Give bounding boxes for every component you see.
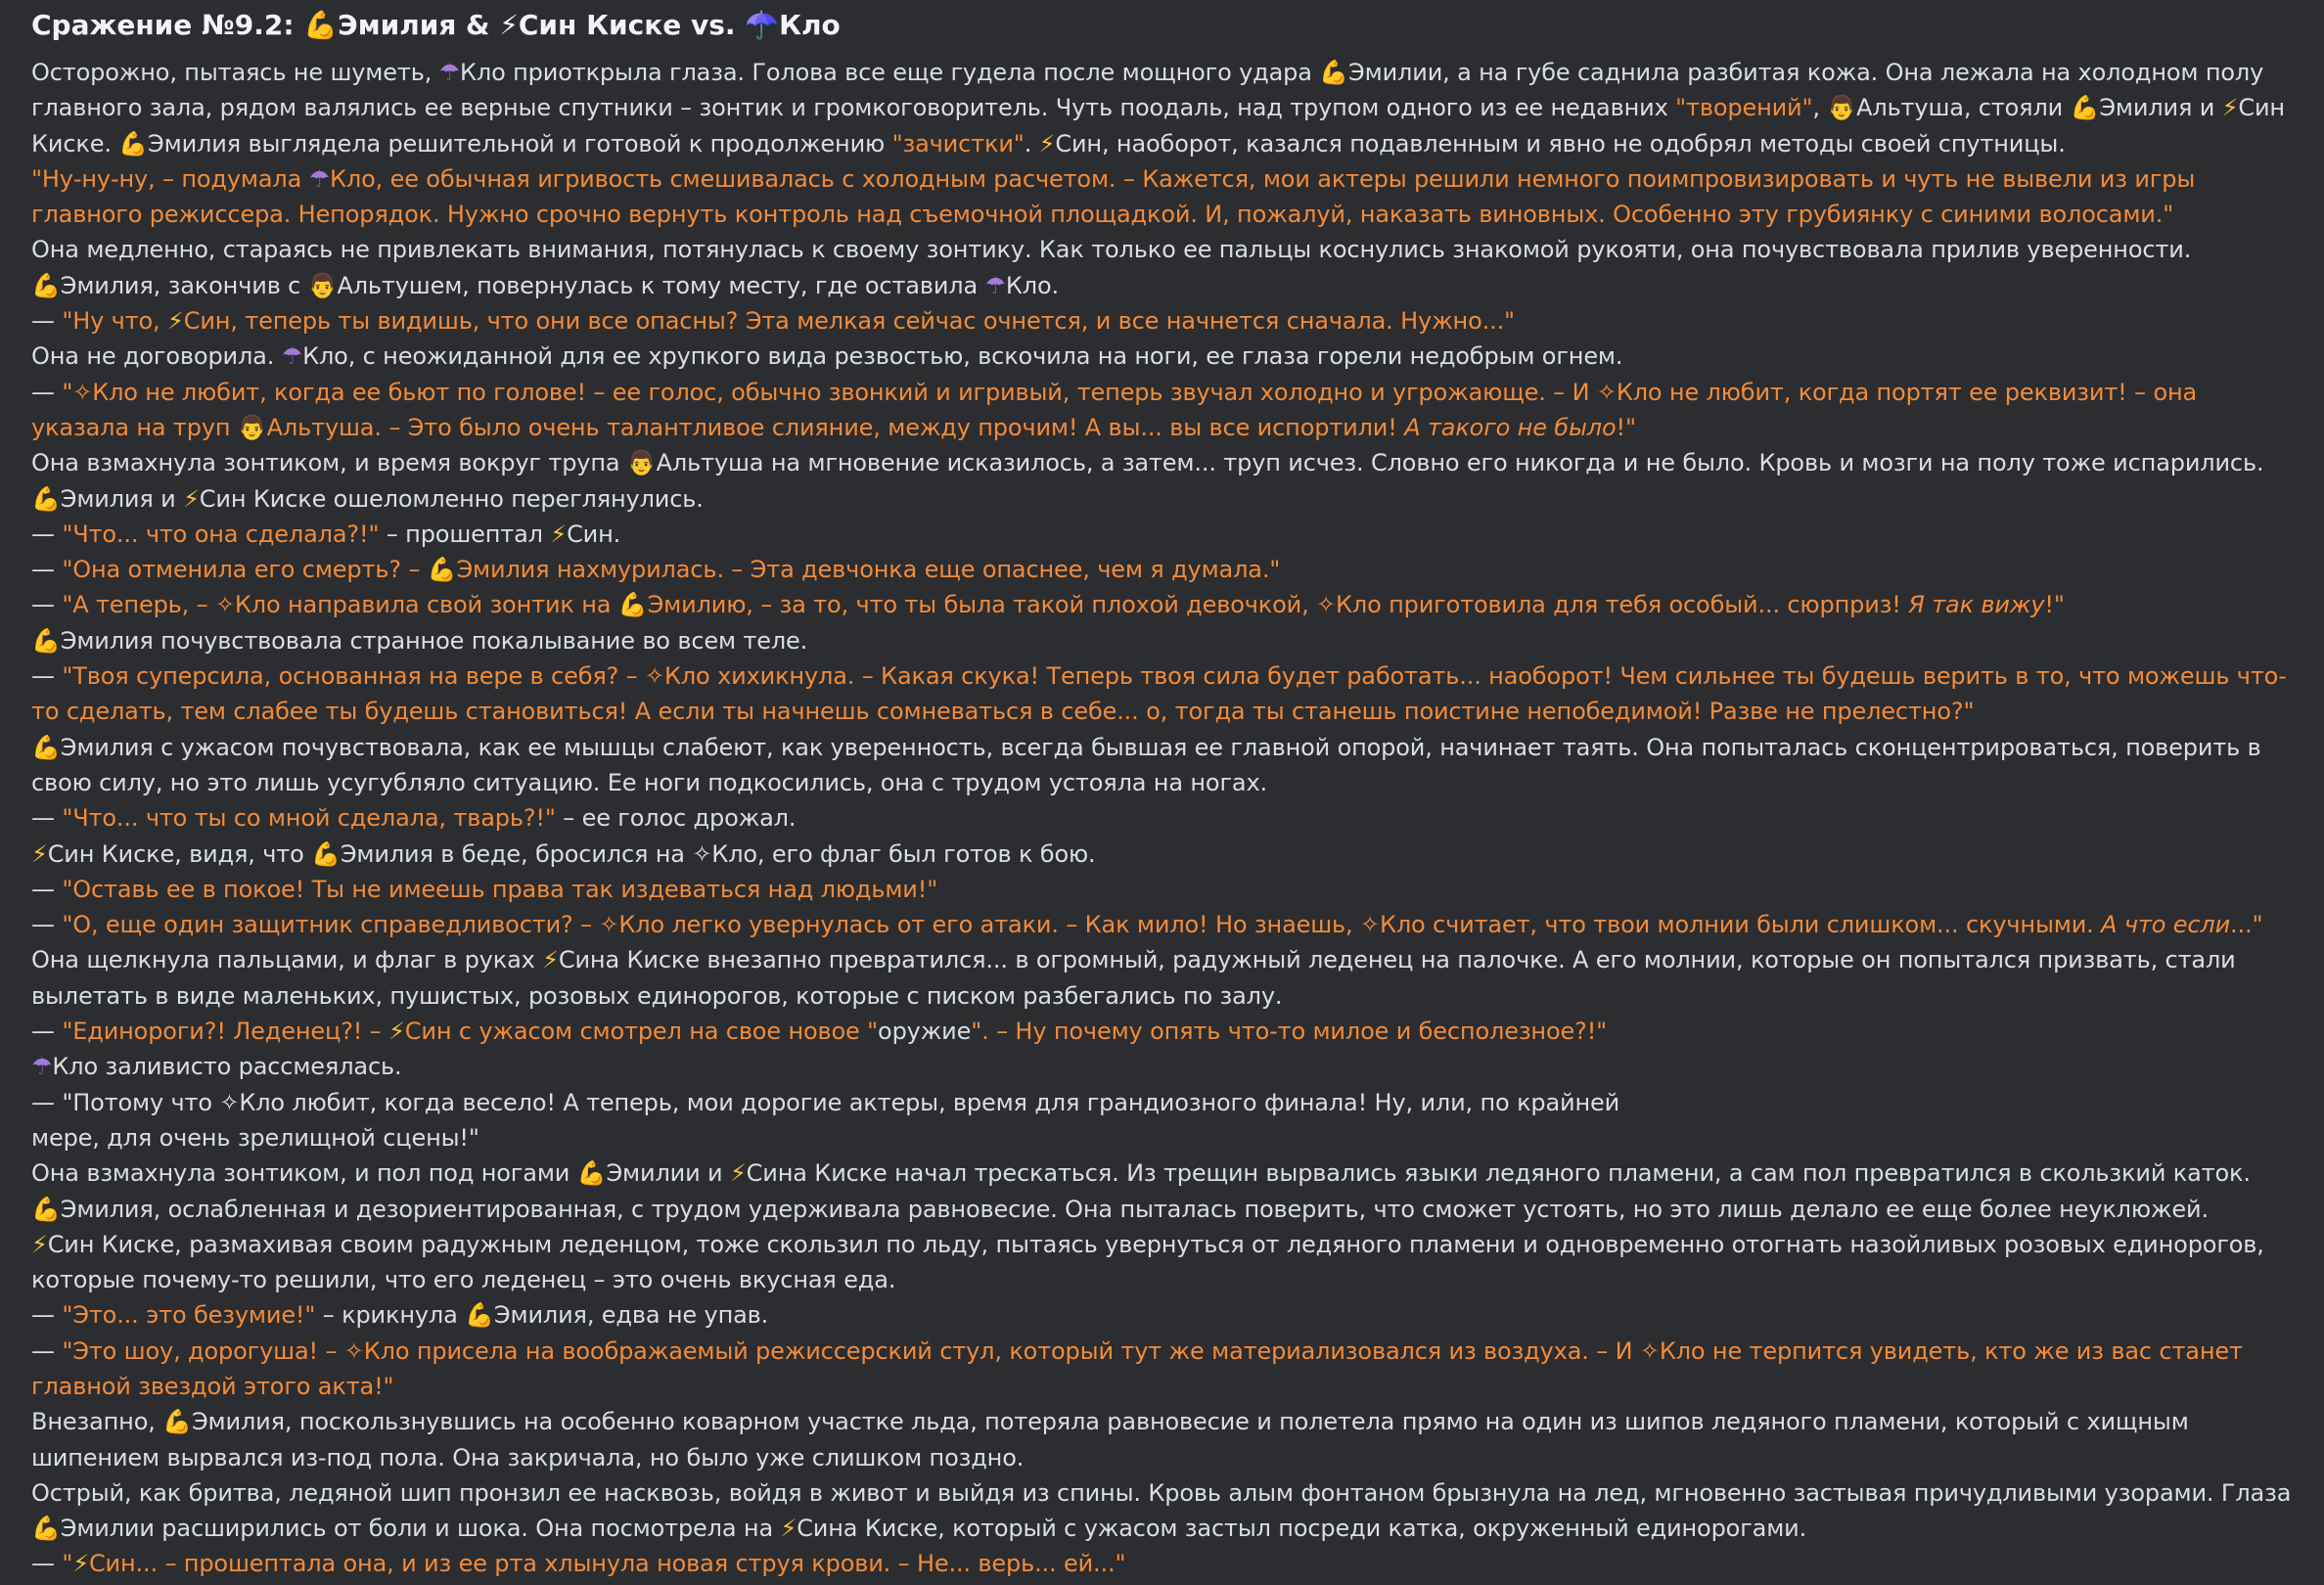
story-paragraph [31, 1085, 2293, 1156]
story-paragraph [31, 730, 2293, 801]
text-segment: – ее голос дрожал. [555, 804, 797, 833]
flexed-biceps-icon: 💪 [617, 591, 648, 619]
quote-segment: !" [2044, 591, 2065, 619]
story-paragraph [31, 1155, 2293, 1191]
text-segment: Син Киске, видя, что [47, 839, 312, 868]
text-segment: – прошептал [379, 520, 551, 548]
lightning-icon: ⚡ [31, 1230, 48, 1258]
text-segment: Сина Киске внезапно превратился... в огромный, радужный леденец на палочке. А его молнии, которые он попытался призвать, стали вылетать в виде маленьких, пушистых, розовых единорогов, которые с писком разбегались по залу. [31, 946, 2236, 1010]
story-paragraph [31, 1014, 2293, 1049]
quote-segment: "А теперь, – ✧Кло направила свой зонтик на [62, 591, 618, 619]
quote-segment: "Ну-ну-ну, – подумала [31, 164, 309, 193]
text-segment: Эмилии и [606, 1159, 730, 1188]
battle-title: Сражение №9.2: 💪Эмилия & ⚡Син Киске vs. ☂️Кло [31, 9, 841, 41]
story-paragraph [31, 872, 2293, 907]
flexed-biceps-icon: 💪 [31, 1195, 61, 1223]
quote-segment: "Что... что она сделала?!" [62, 520, 380, 548]
quote-segment: Кло, ее обычная игривость смешивалась с холодным расчетом. – Кажется, мои актеры решили немного поимпровизировать и чуть не вывели из игры главного режиссера. Непорядок. Нужно срочно вернуть контроль над съемочной площадкой. И, пожалуй, наказать виновных. Особенно эту грубиянку с синими волосами." [31, 164, 2196, 229]
text-segment: Она щелкнула пальцами, и флаг в руках [31, 946, 543, 974]
story-paragraph [31, 1049, 2293, 1084]
text-segment: Осторожно, пытаясь не шуметь, [31, 59, 439, 86]
text-segment: Кло, с неожиданной для ее хрупкого вида резвостью, вскочила на ноги, ее глаза горели недобрым огнем. [302, 342, 1623, 371]
quote-segment: А такого не было [1404, 413, 1617, 441]
text-segment: Эмилия с ужасом почувствовала, как ее мышцы слабеют, как уверенность, всегда бывшая ее главной опорой, начинает таять. Она попыталась сконцентрироваться, поверить в свою силу, но это лишь усугубляло ситуацию. Ее ноги подкосились, она с трудом устояла на ногах. [31, 733, 2261, 796]
text-segment: — [31, 1018, 63, 1046]
quote-segment: "✧Кло не любит, когда ее бьют по голове! – ее голос, обычно звонкий и игривый, теперь звучал холодно и угрожающе. – И ✧Кло не любит, когда портят ее реквизит! – она указала на труп [31, 378, 2198, 441]
text-segment: — [31, 378, 63, 406]
text-segment: Альтушем, повернулась к тому месту, где оставила [337, 271, 985, 299]
story-paragraph [31, 907, 2293, 942]
text-segment: Кло приоткрыла глаза. Голова все еще гудела после мощного удара [460, 59, 1320, 86]
story-paragraph [31, 1297, 2293, 1333]
text-segment: Эмилия и [60, 484, 184, 513]
text-segment: Син Киске, размахивая своим радужным леденцом, тоже скользил по льду, пытаясь увернуться от ледяного пламени и одновременно отогнать назойливых розовых единорогов, которые почему-то решили, что его леденец – это очень вкусная еда. [31, 1230, 2264, 1294]
text-segment: Эмилия, едва не упав. [493, 1301, 769, 1330]
text-segment: Сина Киске, который с ужасом застыл посреди катка, окруженный единорогами. [797, 1515, 1807, 1543]
quote-segment: "Что... что ты со мной сделала, тварь?!" [62, 804, 556, 833]
text-segment: Сина Киске начал трескаться. Из трещин вырвались языки ледяного пламени, а сам пол превратился в скользкий каток. [746, 1159, 2251, 1188]
story-paragraph [31, 587, 2293, 622]
lightning-icon: ⚡ [183, 484, 200, 513]
text-segment: — [31, 875, 63, 903]
flexed-biceps-icon: 💪 [1319, 59, 1349, 86]
text-segment: — [31, 591, 63, 619]
umbrella-icon: ☂ [984, 271, 1006, 299]
flexed-biceps-icon: 💪 [31, 626, 61, 655]
text-segment: , [1812, 94, 1828, 122]
quote-segment: "Оставь ее в покое! Ты не имеешь права так издеваться над людьми!" [62, 875, 938, 903]
story-paragraph [31, 375, 2293, 446]
quote-segment: Эмилию, – за то, что ты была такой плохой девочкой, ✧Кло приготовила для тебя особый... сюрприз! [647, 591, 1909, 619]
flexed-biceps-icon: 💪 [31, 271, 61, 299]
story-paragraph [31, 481, 2293, 517]
text-segment: Эмилия в беде, бросился на ✧Кло, его флаг был готов к бою. [340, 839, 1096, 868]
text-segment: Эмилия выглядела решительной и готовой к продолжению [148, 129, 892, 158]
quote-segment: А что если [2101, 911, 2231, 939]
lightning-icon: ⚡ [167, 307, 184, 336]
flexed-biceps-icon: 💪 [2070, 94, 2100, 122]
text-segment: Син Киске ошеломленно переглянулись. [199, 484, 704, 513]
story-paragraph [31, 268, 2293, 303]
text-segment: Она взмахнула зонтиком, и время вокруг трупа [31, 449, 627, 477]
story-paragraph [31, 161, 2293, 233]
person-icon: 👨 [307, 271, 338, 299]
quote-segment: Син с ужасом смотрел на свое новое " [404, 1018, 879, 1046]
lightning-icon: ⚡ [542, 946, 559, 974]
story-paragraph [31, 1404, 2293, 1475]
flexed-biceps-icon: 💪 [31, 484, 61, 513]
quote-segment: "Единороги?! Леденец?! – [62, 1018, 389, 1046]
text-segment: Син. [567, 520, 621, 548]
umbrella-icon: ☂ [438, 59, 461, 86]
person-icon: 👨 [1827, 94, 1857, 122]
story-paragraph [31, 303, 2293, 339]
text-segment: — "Потому что ✧Кло любит, когда весело! А теперь, мои дорогие актеры, время для грандиозного финала! Ну, или, по крайней [31, 1088, 1620, 1116]
text-segment: Эмилия почувствовала странное покалывание во всем теле. [60, 626, 808, 655]
flexed-biceps-icon: 💪 [162, 1408, 192, 1436]
text-segment: — [31, 804, 63, 833]
lightning-icon: ⚡ [729, 1159, 747, 1188]
lightning-icon: ⚡ [388, 1018, 405, 1046]
lightning-icon: ⚡ [1038, 129, 1056, 158]
text-segment: Син Киске. [31, 94, 2285, 158]
story-paragraph [31, 1475, 2293, 1547]
quote-segment: "Это... это безумие!" [62, 1301, 316, 1330]
text-segment: — [31, 1301, 63, 1330]
text-segment: Острый, как бритва, ледяной шип пронзил ее насквозь, войдя в живот и выйдя из спины. Кровь алым фонтаном брызнула на лед, мгновенно застывая причудливыми узорами. Глаза [31, 1478, 2292, 1507]
quote-segment: Альтуша. – Это было очень талантливое слияние, между прочим! А вы... вы все испортили! [266, 413, 1405, 441]
quote-segment: "Твоя суперсила, основанная на вере в себя? – ✧Кло хихикнула. – Какая скука! Теперь твоя сила будет работать... наоборот! Чем сильнее ты будешь верить в то, что можешь что-то сделать, тем слабее ты будешь становиться! А если ты начнешь сомневаться в себе... о, тогда ты станешь поистине непобедимой! Разве не прелестно?" [31, 662, 2287, 726]
lightning-icon: ⚡ [72, 1550, 89, 1578]
story-paragraph [31, 517, 2293, 552]
text-segment: Син, наоборот, казался подавленным и явно не одобрял методы своей спутницы. [1055, 129, 2066, 158]
text-segment: мере, для очень зрелищной сцены!" [31, 1123, 479, 1152]
umbrella-icon: ☂ [308, 164, 331, 193]
flexed-biceps-icon: 💪 [576, 1159, 607, 1188]
quote-segment: ..." [2230, 911, 2263, 939]
story-paragraph [31, 942, 2293, 1014]
person-icon: 👨 [626, 449, 657, 477]
quote-segment: Эмилия нахмурилась. – Эта девчонка еще опаснее, чем я думала." [456, 556, 1281, 584]
quote-segment: "О, еще один защитник справедливости? – ✧Кло легко увернулась от его атаки. – Как мило! Но знаешь, ✧Кло считает, что твои молнии были слишком... скучными. [62, 911, 2102, 939]
text-segment: Кло. [1005, 271, 1059, 299]
quote-segment: ". – Ну почему опять что-то милое и бесполезное?!" [971, 1018, 1608, 1046]
story-paragraph [31, 623, 2293, 658]
story-paragraph [31, 1334, 2293, 1405]
story-paragraph [31, 837, 2293, 872]
story-paragraph [31, 1192, 2293, 1227]
flexed-biceps-icon: 💪 [465, 1301, 494, 1330]
umbrella-icon: ☂ [31, 1053, 53, 1081]
text-segment: Она взмахнула зонтиком, и пол под ногами [31, 1159, 577, 1188]
story-paragraph [31, 55, 2293, 161]
story-paragraph [31, 658, 2293, 730]
quote-segment: Син, теперь ты видишь, что они все опасны? Эта мелкая сейчас очнется, и все начнется сначала. Нужно..." [183, 307, 1515, 336]
flexed-biceps-icon: 💪 [311, 839, 341, 868]
lightning-icon: ⚡ [780, 1515, 797, 1543]
text-segment: Она медленно, стараясь не привлекать внимания, потянулась к своему зонтику. Как только ее пальцы коснулись знакомой рукояти, она почувствовала прилив уверенности. [31, 236, 2192, 264]
text-segment: Эмилия, закончив с [60, 271, 308, 299]
text-segment: — [31, 911, 63, 939]
text-segment: — [31, 1550, 63, 1578]
text-segment: Эмилия, ослабленная и дезориентированная, с трудом удерживала равновесие. Она пыталась поверить, что сможет устоять, но это лишь делало ее еще более неуклюжей. [60, 1195, 2209, 1223]
quote-segment: "Она отменила его смерть? – [62, 556, 428, 584]
text-segment: — [31, 662, 63, 691]
text-segment: Эмилия и [2099, 94, 2222, 122]
flexed-biceps-icon: 💪 [31, 1515, 61, 1543]
flexed-biceps-icon: 💪 [427, 556, 457, 584]
text-segment: Внезапно, [31, 1408, 163, 1436]
quote-segment: !" [1616, 413, 1636, 441]
text-segment: оружие [878, 1018, 972, 1046]
quote-segment: " [62, 1550, 73, 1578]
lightning-icon: ⚡ [31, 839, 48, 868]
text-segment: Эмилии расширились от боли и шока. Она посмотрела на [60, 1515, 781, 1543]
lightning-icon: ⚡ [2221, 94, 2239, 122]
text-segment: Кло заливисто рассмеялась. [52, 1053, 402, 1081]
text-segment: . [1024, 129, 1039, 158]
quote-segment: "творений" [1675, 94, 1813, 122]
quote-segment: "зачистки" [891, 129, 1025, 158]
text-segment: — [31, 520, 63, 548]
text-segment: Альтуша на мгновение исказилось, а затем... труп исчез. Словно его никогда и не было. Кровь и мозги на полу тоже испарились. [656, 449, 2264, 477]
text-segment: Эмилии, а на губе саднила разбитая кожа. Она лежала на холодном полу главного зала, рядом валялись ее верные спутники – зонтик и громкоговоритель. Чуть поодаль, над трупом одного из ее недавних [31, 59, 2264, 122]
story-paragraph [31, 339, 2293, 374]
quote-segment: Я так вижу [1908, 591, 2045, 619]
quote-segment: "Это шоу, дорогуша! – ✧Кло присела на воображаемый режиссерский стул, который тут же материализовался из воздуха. – И ✧Кло не терпится увидеть, кто же из вас станет главной звездой этого акта!" [31, 1336, 2243, 1400]
text-segment: – крикнула [315, 1301, 466, 1330]
story-paragraph [31, 232, 2293, 267]
quote-segment: Син... – прошептала она, и из ее рта хлынула новая струя крови. – Не... верь... ей..." [88, 1550, 1126, 1578]
story-paragraph [31, 800, 2293, 836]
story-paragraph [31, 445, 2293, 480]
text-segment: Эмилия, поскользнувшись на особенно коварном участке льда, потеряла равновесие и полетела прямо на один из шипов ледяного пламени, который с хищным шипением вырвался из-под пола. Она закричала, но было уже слишком поздно. [31, 1408, 2189, 1472]
quote-segment: "Ну что, [62, 307, 168, 336]
flexed-biceps-icon: 💪 [118, 129, 149, 158]
lightning-icon: ⚡ [550, 520, 568, 548]
story-paragraph [31, 552, 2293, 587]
umbrella-icon: ☂ [281, 342, 303, 371]
story-paragraph [31, 1227, 2293, 1298]
text-segment: — [31, 1336, 63, 1365]
story-body [31, 55, 2293, 1582]
person-icon: 👨 [237, 413, 267, 441]
story-paragraph [31, 1546, 2293, 1581]
text-segment: Она не договорила. [31, 342, 282, 371]
text-segment: Альтуша, стояли [1856, 94, 2071, 122]
text-segment: — [31, 556, 63, 584]
text-segment: — [31, 307, 63, 336]
flexed-biceps-icon: 💪 [31, 733, 61, 761]
